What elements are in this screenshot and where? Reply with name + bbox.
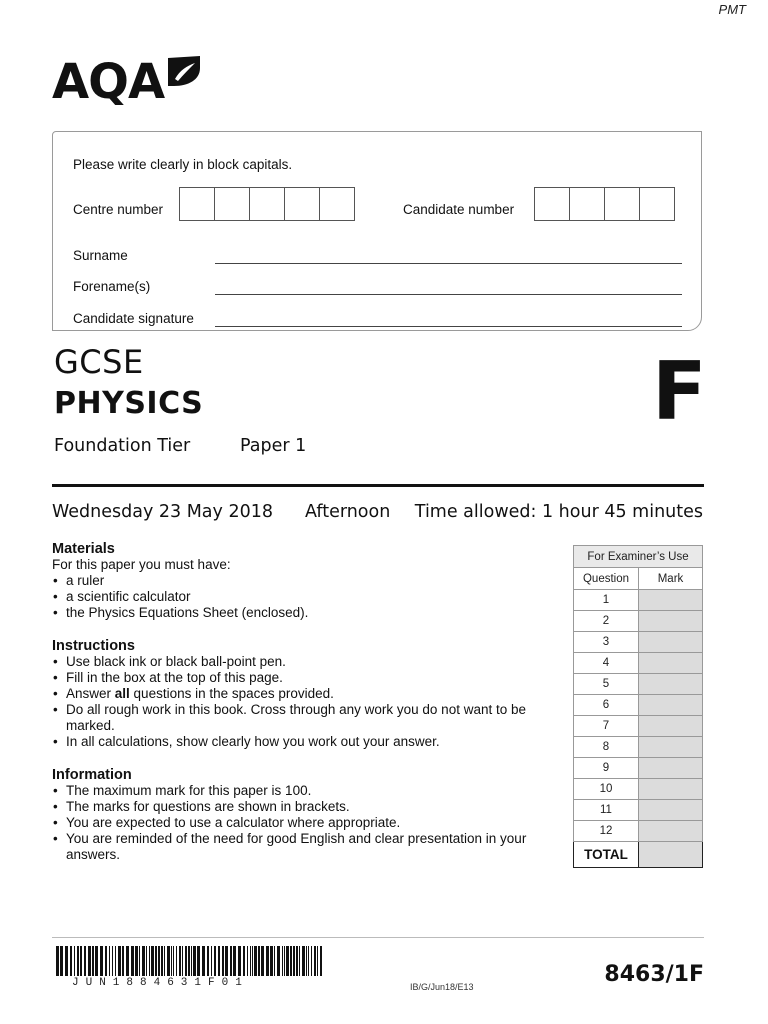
barcode-bar (193, 946, 196, 976)
barcode-bar (191, 946, 192, 976)
candidate-number-boxes (534, 187, 675, 221)
examiner-table-title: For Examiner’s Use (574, 546, 703, 568)
total-row (574, 842, 703, 868)
mark-cell (639, 590, 703, 611)
barcode-bar (214, 946, 216, 976)
barcode-bar (176, 946, 177, 976)
tier-label: Foundation Tier (54, 436, 191, 456)
question-number: 8 (574, 737, 639, 758)
mark-cell (639, 821, 703, 842)
tier-letter: F (652, 345, 707, 438)
barcode-bar (296, 946, 298, 976)
aqa-flag-icon (166, 54, 202, 90)
barcode-bar (202, 946, 205, 976)
surname-label: Surname (73, 248, 128, 263)
barcode-bar (146, 946, 147, 976)
question-number: 4 (574, 653, 639, 674)
barcode-bar (126, 946, 129, 976)
list-item: • You are reminded of the need for good English and clear presentation in your answers. (52, 831, 536, 863)
barcode-bar (158, 946, 160, 976)
list-item: • a scientific calculator (52, 589, 552, 605)
materials-heading: Materials (52, 541, 115, 557)
barcode-bar (222, 946, 224, 976)
information-list (52, 783, 552, 863)
barcode-bar (306, 946, 307, 976)
table-row (574, 716, 703, 737)
candidate-number-digit-box[interactable] (534, 187, 570, 221)
barcode-bar (149, 946, 150, 976)
question-number: 3 (574, 632, 639, 653)
barcode-bar (167, 946, 170, 976)
barcode-bar (88, 946, 91, 976)
question-number: 5 (574, 674, 639, 695)
paper-code: 8463/1F (604, 962, 704, 987)
barcode-bar (247, 946, 248, 976)
barcode-bar (185, 946, 187, 976)
instruction-text: questions in the spaces provided. (129, 686, 334, 701)
table-row (574, 632, 703, 653)
barcode-bar (211, 946, 212, 976)
barcode-bar (270, 946, 273, 976)
barcode-bar (118, 946, 121, 976)
information-heading: Information (52, 767, 132, 783)
mark-cell (639, 653, 703, 674)
candidate-number-digit-box[interactable] (604, 187, 640, 221)
barcode-bar (261, 946, 264, 976)
examiner-use-table (573, 545, 703, 868)
barcode-bar (188, 946, 190, 976)
qualification-title: GCSE (54, 343, 144, 381)
mark-cell (639, 758, 703, 779)
centre-number-digit-box[interactable] (319, 187, 355, 221)
table-row (574, 653, 703, 674)
barcode-bar (207, 946, 209, 976)
barcode-bar (77, 946, 79, 976)
question-number: 10 (574, 779, 639, 800)
surname-field[interactable] (215, 263, 682, 264)
centre-number-digit-box[interactable] (284, 187, 320, 221)
mark-cell (639, 737, 703, 758)
barcode-bar (218, 946, 220, 976)
form-instruction: Please write clearly in block capitals. (73, 157, 293, 172)
barcode-bar (65, 946, 68, 976)
signature-label: Candidate signature (73, 311, 194, 326)
barcode-bar (282, 946, 283, 976)
instruction-text: Answer (66, 686, 115, 701)
barcode-bar (139, 946, 140, 976)
question-number: 9 (574, 758, 639, 779)
mark-cell (639, 674, 703, 695)
barcode-bar (197, 946, 200, 976)
barcode-bar (60, 946, 63, 976)
instructions-heading: Instructions (52, 638, 135, 654)
title-divider (52, 484, 704, 487)
column-header-mark: Mark (639, 568, 703, 590)
total-label: TOTAL (574, 842, 639, 868)
instructions-section (52, 638, 552, 750)
mark-cell (639, 779, 703, 800)
candidate-number-digit-box[interactable] (569, 187, 605, 221)
exam-session: Afternoon (305, 502, 391, 522)
list-item: • The maximum mark for this paper is 100. (52, 783, 552, 799)
barcode-bar (233, 946, 236, 976)
barcode-bar (84, 946, 86, 976)
mark-cell (639, 632, 703, 653)
barcode-bar (56, 946, 59, 976)
barcode-bar (171, 946, 172, 976)
instructions-list (52, 654, 552, 750)
centre-number-digit-box[interactable] (179, 187, 215, 221)
column-header-question: Question (574, 568, 639, 590)
information-section (52, 767, 552, 863)
barcode-bar (80, 946, 82, 976)
barcode-bar (112, 946, 113, 976)
barcode-bar (142, 946, 145, 976)
barcode-bar (243, 946, 245, 976)
paper-label: Paper 1 (240, 436, 307, 456)
footer-divider (52, 937, 704, 938)
barcode-bar (105, 946, 107, 976)
mark-cell (639, 695, 703, 716)
list-item: • In all calculations, show clearly how you work out your answer. (52, 734, 552, 750)
barcode-bar (74, 946, 75, 976)
barcode-bar (95, 946, 98, 976)
barcode-bar (320, 946, 322, 976)
materials-list (52, 573, 552, 621)
list-item: • the Physics Equations Sheet (enclosed). (52, 605, 552, 621)
centre-number-digit-box[interactable] (214, 187, 250, 221)
table-row (574, 737, 703, 758)
table-row (574, 758, 703, 779)
list-item: • The marks for questions are shown in brackets. (52, 799, 552, 815)
barcode-bar (290, 946, 292, 976)
table-row (574, 821, 703, 842)
forenames-label: Forename(s) (73, 279, 151, 294)
list-item: • Do all rough work in this book. Cross through any work you do not want to be marked. (52, 702, 541, 734)
table-row (574, 779, 703, 800)
barcode-bar (299, 946, 300, 976)
barcode-bar (293, 946, 295, 976)
barcode (56, 946, 324, 976)
question-number: 6 (574, 695, 639, 716)
centre-number-label: Centre number (73, 202, 164, 217)
list-item: • Use black ink or black ball-point pen. (52, 654, 552, 670)
list-item (52, 686, 552, 702)
time-allowed: Time allowed: 1 hour 45 minutes (414, 502, 703, 522)
barcode-bar (308, 946, 309, 976)
barcode-bar (284, 946, 285, 976)
barcode-bar (109, 946, 110, 976)
table-row (574, 611, 703, 632)
barcode-bar (92, 946, 94, 976)
barcode-bar (258, 946, 260, 976)
barcode-bar (225, 946, 228, 976)
barcode-bar (286, 946, 289, 976)
barcode-bar (115, 946, 116, 976)
barcode-bar (252, 946, 253, 976)
barcode-bar (317, 946, 318, 976)
instruction-emphasis: all (114, 686, 130, 701)
barcode-bar (254, 946, 257, 976)
subject-title: PHYSICS (54, 386, 204, 421)
barcode-bar (122, 946, 124, 976)
barcode-bar (179, 946, 181, 976)
barcode-bar (151, 946, 154, 976)
mark-cell (639, 716, 703, 737)
candidate-number-label: Candidate number (403, 202, 515, 217)
table-row (574, 590, 703, 611)
list-item: • a ruler (52, 573, 552, 589)
barcode-bar (250, 946, 251, 976)
mark-cell (639, 611, 703, 632)
forenames-field[interactable] (215, 294, 682, 295)
barcode-bar (173, 946, 174, 976)
barcode-bar (230, 946, 232, 976)
aqa-logo (52, 52, 202, 112)
barcode-bar (277, 946, 280, 976)
barcode-bar (135, 946, 138, 976)
barcode-bar (302, 946, 305, 976)
question-number: 11 (574, 800, 639, 821)
table-row (574, 695, 703, 716)
barcode-bar (164, 946, 165, 976)
barcode-bar (274, 946, 275, 976)
question-number: 2 (574, 611, 639, 632)
signature-field[interactable] (215, 326, 682, 327)
table-row (574, 674, 703, 695)
barcode-bar (131, 946, 134, 976)
barcode-bar (155, 946, 157, 976)
document-reference: IB/G/Jun18/E13 (410, 982, 474, 992)
barcode-bar (238, 946, 241, 976)
corner-mark: PMT (718, 2, 746, 17)
question-number: 1 (574, 590, 639, 611)
barcode-bar (266, 946, 269, 976)
barcode-bar (70, 946, 72, 976)
exam-date: Wednesday 23 May 2018 (52, 502, 273, 522)
total-mark-cell (639, 842, 703, 868)
barcode-bar (161, 946, 163, 976)
logo-text: AQA (52, 54, 165, 110)
barcode-bar (182, 946, 183, 976)
question-number: 7 (574, 716, 639, 737)
barcode-bar (100, 946, 103, 976)
candidate-number-digit-box[interactable] (639, 187, 675, 221)
mark-cell (639, 800, 703, 821)
centre-number-digit-box[interactable] (249, 187, 285, 221)
list-item: • Fill in the box at the top of this page. (52, 670, 552, 686)
barcode-bar (314, 946, 316, 976)
centre-number-boxes (179, 187, 355, 221)
materials-section (52, 541, 552, 621)
barcode-bar (311, 946, 312, 976)
question-number: 12 (574, 821, 639, 842)
table-row (574, 800, 703, 821)
barcode-text: JUN1884631F01 (72, 977, 249, 989)
materials-intro: For this paper you must have: (52, 557, 231, 572)
list-item: • You are expected to use a calculator where appropriate. (52, 815, 552, 831)
